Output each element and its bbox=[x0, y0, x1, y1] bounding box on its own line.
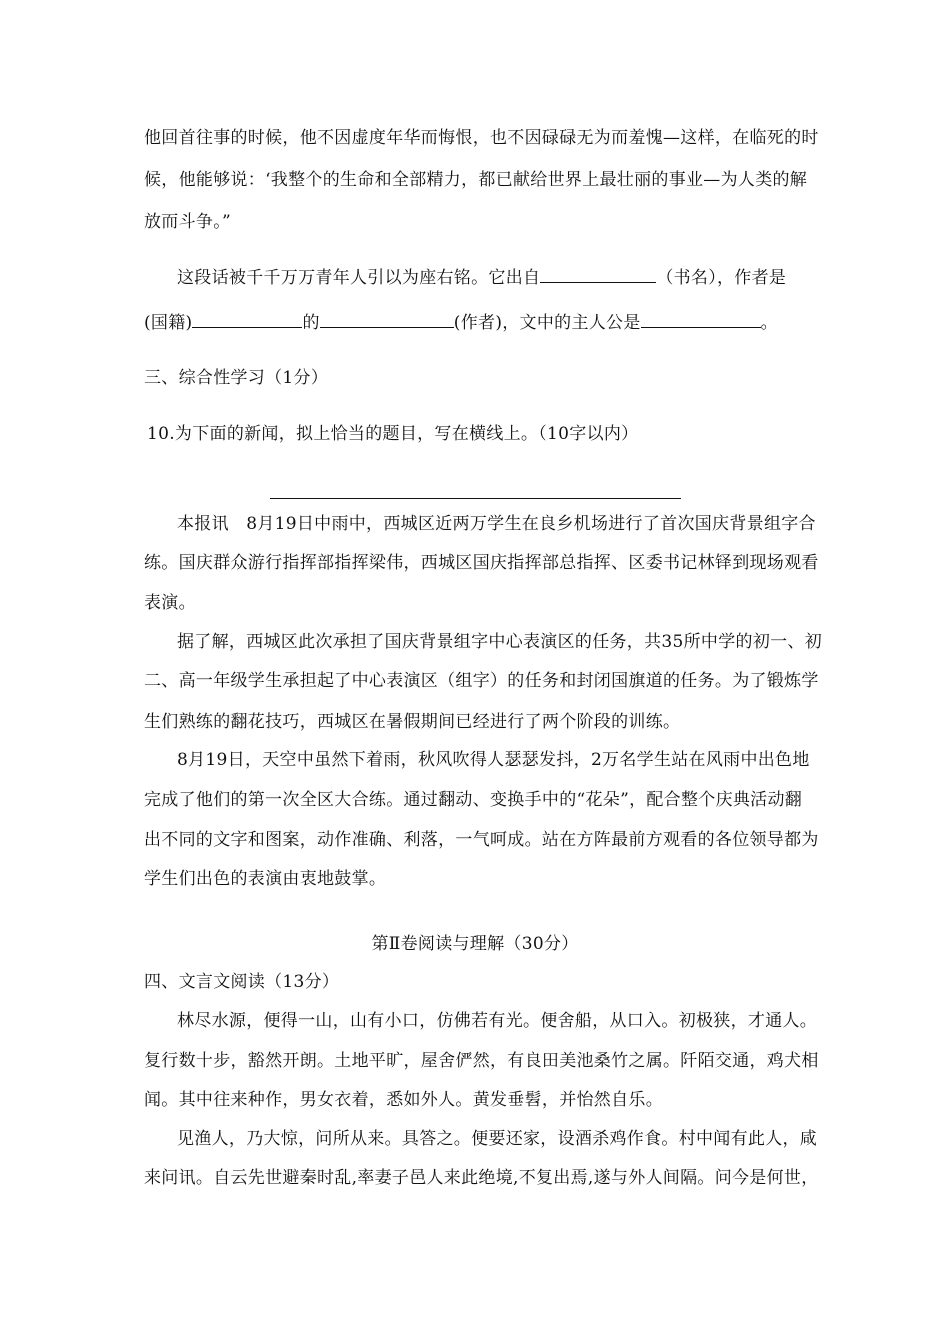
news-p3-line-3: 出不同的文字和图案，动作准确、利落，一气呵成。站在方阵最前方观看的各位领导都为 bbox=[144, 830, 819, 850]
protagonist-blank[interactable] bbox=[641, 313, 761, 328]
news-p3-line-1: 8月19日，天空中虽然下着雨，秋风吹得人瑟瑟发抖，2万名学生站在风雨中出色地 bbox=[177, 750, 810, 770]
book-title-blank[interactable] bbox=[540, 268, 656, 283]
q9-line-1 bbox=[177, 268, 786, 288]
news-p1-line-3: 表演。 bbox=[144, 593, 196, 613]
part-2-title: 第Ⅱ卷阅读与理解（30分） bbox=[371, 934, 579, 954]
q9-text-3: (国籍) bbox=[144, 313, 193, 333]
section-4-heading: 四、文言文阅读（13分） bbox=[144, 972, 340, 992]
news-p2-line-1: 据了解，西城区此次承担了国庆背景组字中心表演区的任务，共35所中学的初一、初 bbox=[177, 632, 823, 652]
q9-line-2 bbox=[144, 313, 778, 333]
section-3-heading: 三、综合性学习（1分） bbox=[144, 368, 329, 388]
q9-text-5: (作者)，文中的主人公是 bbox=[453, 313, 641, 333]
classical-p2-line-2: 来问讯。自云先世避秦时乱,率妻子邑人来此绝境,不复出焉,遂与外人间隔。问今是何世， bbox=[144, 1168, 819, 1188]
classical-p2-line-1: 见渔人，乃大惊，问所从来。具答之。便要还家，设酒杀鸡作食。村中闻有此人，咸 bbox=[177, 1129, 818, 1149]
classical-p1-line-3: 闻。其中往来种作，男女衣着，悉如外人。黄发垂髫，并怡然自乐。 bbox=[144, 1090, 663, 1110]
question-10-prompt: 10.为下面的新闻，拟上恰当的题目，写在横线上。（10字以内） bbox=[147, 424, 639, 444]
q9-text-6: 。 bbox=[760, 313, 778, 333]
quote-line-3: 放而斗争。” bbox=[144, 212, 231, 232]
q9-text-1: 这段话被千千万万青年人引以为座右铭。它出自 bbox=[177, 268, 541, 288]
classical-p1-line-1: 林尽水源，便得一山，山有小口，仿佛若有光。便舍船，从口入。初极狭，才通人。 bbox=[177, 1011, 818, 1031]
headline-answer-line[interactable] bbox=[270, 498, 681, 499]
quote-line-1: 他回首往事的时候，他不因虚度年华而悔恨，也不因碌碌无为而羞愧—这样，在临死的时 bbox=[144, 128, 819, 148]
q9-text-4: 的 bbox=[302, 313, 320, 333]
news-p3-line-2: 完成了他们的第一次全区大合练。通过翻动、变换手中的“花朵”，配合整个庆典活动翻 bbox=[144, 790, 803, 810]
q9-text-2: （书名），作者是 bbox=[656, 268, 787, 288]
news-p2-line-3: 生们熟练的翻花技巧，西城区在暑假期间已经进行了两个阶段的训练。 bbox=[144, 712, 681, 732]
classical-p1-line-2: 复行数十步，豁然开朗。土地平旷，屋舍俨然，有良田美池桑竹之属。阡陌交通，鸡犬相 bbox=[144, 1051, 819, 1071]
news-p2-line-2: 二、高一年级学生承担起了中心表演区（组字）的任务和封闭国旗道的任务。为了锻炼学 bbox=[144, 671, 819, 691]
author-blank[interactable] bbox=[320, 313, 454, 328]
news-p1-line-1: 本报讯 8月19日中雨中，西城区近两万学生在良乡机场进行了首次国庆背景组字合 bbox=[177, 514, 816, 534]
quote-line-2: 候，他能够说：‘我整个的生命和全部精力，都已献给世界上最壮丽的事业—为人类的解 bbox=[144, 170, 808, 190]
nationality-blank[interactable] bbox=[192, 313, 302, 328]
news-p3-line-4: 学生们出色的表演由衷地鼓掌。 bbox=[144, 869, 387, 889]
news-p1-line-2: 练。国庆群众游行指挥部指挥梁伟，西城区国庆指挥部总指挥、区委书记林铎到现场观看 bbox=[144, 553, 819, 573]
